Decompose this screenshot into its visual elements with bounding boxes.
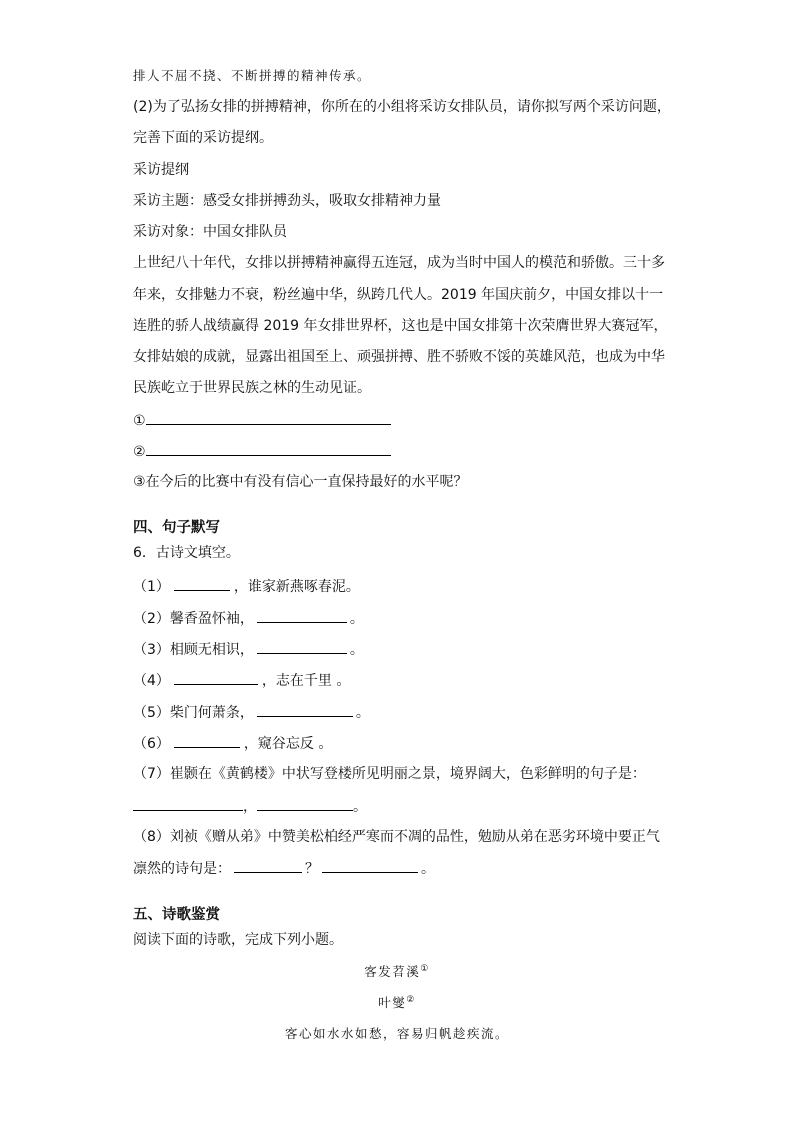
item-text: 。 [353, 799, 367, 815]
q2-prompt-line1: (2)为了弘扬女排的拼搏精神，你所在的小组将采访女排队员，请你拟写两个采访问题， [133, 99, 671, 115]
blank[interactable] [234, 858, 302, 873]
intro-line: 排人不屈不挠、不断拼搏的精神传承。 [133, 68, 372, 83]
item-text: 。 [349, 611, 364, 627]
poem-title-text: 客发苕溪 [364, 964, 421, 979]
interview-question-1 [133, 410, 391, 431]
fill-item-4 [133, 670, 350, 691]
question-marker: ② [133, 444, 146, 460]
item-text: 相顾无相识， [169, 642, 254, 658]
interview-question-3 [133, 472, 468, 492]
blank[interactable] [257, 608, 347, 623]
item-text: ，志在千里 。 [261, 673, 351, 689]
fill-item-3 [133, 639, 364, 660]
poem-title [0, 962, 794, 980]
item-number: （7） [133, 766, 170, 782]
fill-item-8-answer [133, 858, 435, 879]
question-marker: ① [133, 413, 146, 429]
paragraph-line: 连胜的骄人战绩赢得 2019 年女排世界杯，这也是中国女排第十次荣膺世界大赛冠军， [133, 318, 668, 334]
item-number: （5） [133, 705, 170, 721]
item-text: 。 [355, 705, 370, 721]
question-6: 6．古诗文填空。 [133, 545, 240, 561]
item-text: 馨香盈怀袖， [169, 611, 254, 627]
fill-item-8 [133, 827, 660, 847]
blank[interactable] [174, 576, 230, 591]
footnote-marker: ② [406, 994, 416, 1005]
item-text: 。 [421, 861, 435, 877]
section4-heading: 四、句子默写 [133, 520, 220, 536]
outline-topic: 采访主题：感受女排拼搏劲头，吸取女排精神力量 [133, 193, 441, 209]
poem-author [0, 993, 794, 1011]
outline-target: 采访对象：中国女排队员 [133, 224, 287, 240]
paragraph-line: 年来，女排魅力不衰，粉丝遍中华，纵跨几代人。2019 年国庆前夕，中国女排以十一 [133, 287, 664, 303]
section5-heading: 五、诗歌鉴赏 [133, 907, 220, 923]
paragraph-line: 上世纪八十年代，女排以拼搏精神赢得五连冠，成为当时中国人的模范和骄傲。三十多 [133, 255, 665, 271]
item-text: 柴门何萧条， [169, 705, 254, 721]
item-text: 凛然的诗句是： [133, 861, 231, 877]
fill-item-2 [133, 608, 364, 629]
q2-prompt-line2: 完善下面的采访提纲。 [133, 130, 273, 146]
section5-instruction: 阅读下面的诗歌，完成下列小题。 [133, 932, 343, 948]
fill-item-1 [133, 576, 360, 597]
poem-author-text: 叶燮 [378, 995, 407, 1010]
fill-item-5 [133, 702, 370, 723]
interview-question-2 [133, 441, 391, 462]
question-marker: ③ [133, 474, 146, 490]
answer-blank-2[interactable] [146, 441, 391, 456]
item-number: （1） [133, 579, 170, 595]
blank[interactable] [174, 670, 258, 685]
answer-blank-1[interactable] [146, 410, 391, 425]
fill-item-7 [133, 764, 646, 784]
item-number: （4） [133, 673, 170, 689]
item-text: 。 [349, 642, 364, 658]
item-number: （8） [133, 829, 170, 845]
blank[interactable] [174, 733, 240, 748]
blank[interactable] [257, 702, 353, 717]
item-text: ，窥谷忘反 。 [243, 736, 333, 752]
question-text: 在今后的比赛中有没有信心一直保持最好的水平呢？ [145, 474, 468, 490]
paragraph-line: 民族屹立于世界民族之林的生动见证。 [133, 380, 371, 396]
blank[interactable] [133, 796, 243, 811]
blank[interactable] [257, 796, 353, 811]
fill-item-6 [133, 733, 332, 754]
item-number: （3） [133, 642, 170, 658]
item-text: 崔颢在《黄鹤楼》中状写登楼所见明丽之景，境界阔大，色彩鲜明的句子是： [169, 766, 646, 782]
fill-item-7-answer [133, 796, 367, 817]
outline-title: 采访提纲 [133, 162, 189, 178]
item-number: （2） [133, 611, 170, 627]
separator: ， [243, 799, 257, 815]
separator: ？ [305, 861, 319, 877]
item-text: 刘祯《赠从弟》中赞美松柏经严寒而不凋的品性，勉励从弟在恶劣环境中要正气 [169, 829, 660, 845]
blank[interactable] [322, 858, 418, 873]
item-number: （6） [133, 736, 170, 752]
poem-line: 客心如水水如愁，容易归帆趁疾流。 [284, 1026, 509, 1041]
blank[interactable] [257, 639, 347, 654]
footnote-marker: ① [420, 963, 430, 974]
item-text: ，谁家新燕啄春泥。 [233, 579, 360, 595]
paragraph-line: 女排姑娘的成就，显露出祖国至上、顽强拼搏、胜不骄败不馁的英雄风范，也成为中华 [133, 349, 665, 365]
